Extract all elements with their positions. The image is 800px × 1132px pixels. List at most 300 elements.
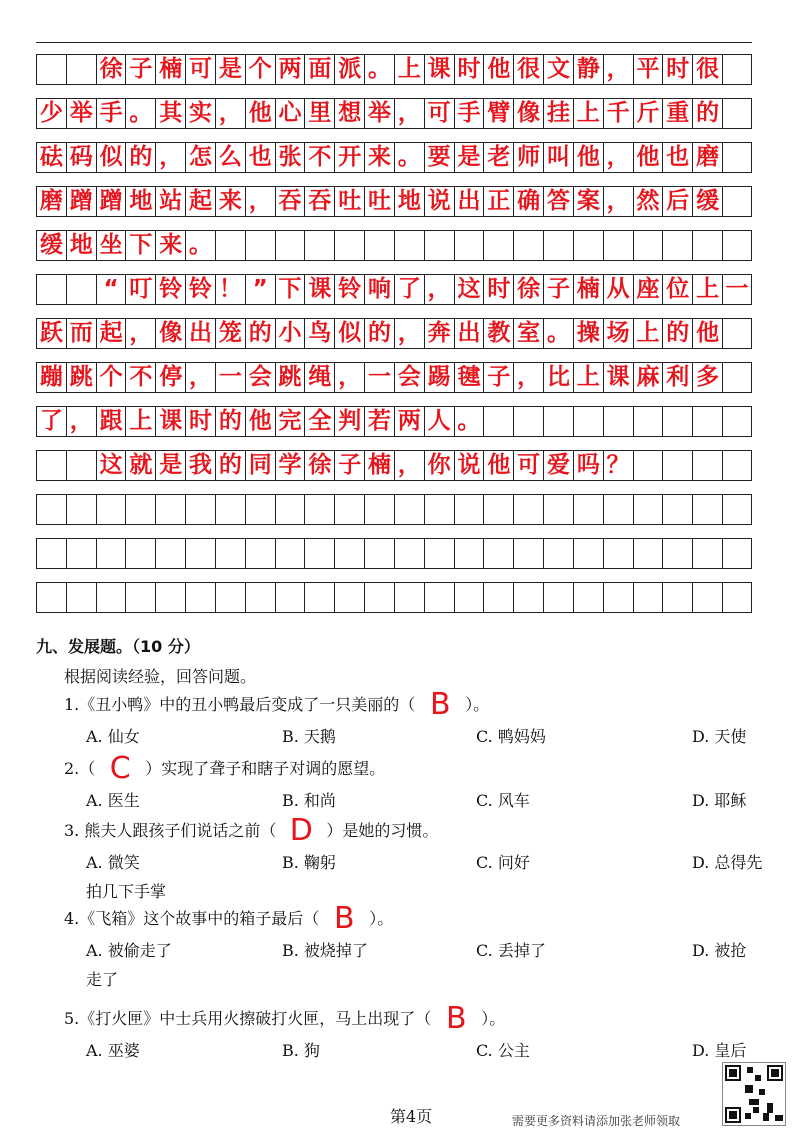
grid-cell bbox=[394, 582, 424, 613]
qr-module bbox=[771, 1069, 779, 1077]
grid-cell: ， bbox=[394, 318, 424, 349]
grid-cell: 说 bbox=[454, 450, 484, 481]
grid-cell bbox=[633, 230, 663, 261]
grid-cell: 笼 bbox=[215, 318, 245, 349]
grid-cell: 后 bbox=[662, 186, 692, 217]
grid-row bbox=[36, 450, 752, 481]
grid-cell bbox=[275, 538, 305, 569]
grid-cell: 蹭 bbox=[66, 186, 96, 217]
grid-cell bbox=[125, 494, 155, 525]
grid-cell bbox=[334, 582, 364, 613]
grid-cell: 麻 bbox=[633, 362, 663, 393]
grid-cell: 是 bbox=[454, 142, 484, 173]
grid-cell bbox=[543, 582, 573, 613]
grid-cell bbox=[573, 406, 603, 437]
grid-cell: 位 bbox=[662, 274, 692, 305]
grid-cell bbox=[155, 494, 185, 525]
grid-cell: 学 bbox=[275, 450, 305, 481]
answer-option: C. 问好 bbox=[476, 853, 530, 872]
grid-cell bbox=[722, 538, 752, 569]
grid-cell: 子 bbox=[334, 450, 364, 481]
qr-module bbox=[775, 1115, 783, 1121]
grid-cell bbox=[543, 538, 573, 569]
question-text-end: ）。 bbox=[481, 1009, 506, 1028]
answer-option: D. 总得先 bbox=[692, 853, 763, 872]
answer-option: B. 被烧掉了 bbox=[282, 941, 368, 960]
section-title: 九、发展题。（10 分） bbox=[36, 637, 200, 656]
grid-cell: 下 bbox=[275, 274, 305, 305]
grid-cell: ， bbox=[603, 142, 633, 173]
grid-cell bbox=[454, 582, 484, 613]
grid-cell: ！ bbox=[215, 274, 245, 305]
grid-cell: 么 bbox=[215, 142, 245, 173]
grid-cell bbox=[603, 494, 633, 525]
grid-cell bbox=[633, 494, 663, 525]
grid-cell: 两 bbox=[275, 54, 305, 85]
grid-cell: 时 bbox=[662, 54, 692, 85]
grid-cell: ， bbox=[513, 362, 543, 393]
question-stem bbox=[64, 687, 490, 722]
grid-cell: 这 bbox=[454, 274, 484, 305]
grid-cell: 一 bbox=[722, 274, 752, 305]
grid-cell bbox=[454, 538, 484, 569]
grid-cell: 课 bbox=[155, 406, 185, 437]
qr-module bbox=[729, 1111, 737, 1119]
grid-cell: 利 bbox=[662, 362, 692, 393]
grid-cell: 其 bbox=[155, 98, 185, 129]
grid-cell bbox=[603, 538, 633, 569]
footer-note: 需要更多资料请添加张老师领取 bbox=[512, 1114, 681, 1128]
grid-cell bbox=[692, 494, 722, 525]
grid-cell bbox=[513, 406, 543, 437]
grid-cell: 想 bbox=[334, 98, 364, 129]
answer-option: B. 天鹅 bbox=[282, 727, 336, 746]
grid-cell bbox=[245, 538, 275, 569]
question-stem bbox=[64, 1001, 506, 1036]
grid-cell: ， bbox=[424, 274, 454, 305]
question-text: 2.（ bbox=[64, 759, 96, 778]
grid-cell bbox=[334, 230, 364, 261]
grid-cell bbox=[215, 538, 245, 569]
grid-cell: 跟 bbox=[96, 406, 126, 437]
grid-cell bbox=[633, 582, 663, 613]
qr-module bbox=[755, 1075, 761, 1081]
grid-cell: 铃 bbox=[155, 274, 185, 305]
grid-cell: 他 bbox=[245, 406, 275, 437]
qr-module bbox=[763, 1113, 769, 1121]
grid-cell: 他 bbox=[245, 98, 275, 129]
grid-cell: 挂 bbox=[543, 98, 573, 129]
grid-cell bbox=[334, 538, 364, 569]
grid-cell: 室 bbox=[513, 318, 543, 349]
grid-cell: ， bbox=[215, 98, 245, 129]
question-stem bbox=[64, 751, 386, 786]
grid-cell bbox=[364, 230, 394, 261]
grid-cell: ” bbox=[245, 274, 275, 305]
grid-cell: 判 bbox=[334, 406, 364, 437]
grid-cell: 徐 bbox=[96, 54, 126, 85]
grid-cell bbox=[424, 230, 454, 261]
answer-option-continued: 走了 bbox=[86, 970, 119, 989]
grid-cell bbox=[36, 54, 66, 85]
grid-cell: 比 bbox=[543, 362, 573, 393]
qr-module bbox=[745, 1085, 753, 1093]
grid-cell: 楠 bbox=[155, 54, 185, 85]
grid-cell: 的 bbox=[662, 318, 692, 349]
grid-cell: 小 bbox=[275, 318, 305, 349]
grid-cell: 时 bbox=[185, 406, 215, 437]
grid-cell: 他 bbox=[483, 54, 513, 85]
grid-cell: 个 bbox=[245, 54, 275, 85]
grid-cell: 像 bbox=[513, 98, 543, 129]
grid-cell: 他 bbox=[692, 318, 722, 349]
grid-cell bbox=[603, 406, 633, 437]
grid-cell bbox=[692, 230, 722, 261]
grid-cell: 徐 bbox=[304, 450, 334, 481]
grid-cell: 就 bbox=[125, 450, 155, 481]
grid-cell: 了 bbox=[36, 406, 66, 437]
grid-cell bbox=[36, 450, 66, 481]
grid-cell: 磨 bbox=[36, 186, 66, 217]
grid-cell bbox=[662, 450, 692, 481]
grid-cell: ， bbox=[394, 98, 424, 129]
grid-cell: 爱 bbox=[543, 450, 573, 481]
grid-cell: ， bbox=[125, 318, 155, 349]
grid-cell: 多 bbox=[692, 362, 722, 393]
grid-cell: 面 bbox=[304, 54, 334, 85]
grid-cell: 我 bbox=[185, 450, 215, 481]
grid-cell: ， bbox=[334, 362, 364, 393]
grid-cell: 叮 bbox=[125, 274, 155, 305]
grid-cell bbox=[185, 494, 215, 525]
question-text-end: ）实现了聋子和瞎子对调的愿望。 bbox=[145, 759, 386, 778]
grid-cell: 也 bbox=[245, 142, 275, 173]
grid-cell: 起 bbox=[185, 186, 215, 217]
grid-cell: ， bbox=[155, 142, 185, 173]
grid-cell bbox=[692, 406, 722, 437]
grid-cell bbox=[573, 230, 603, 261]
grid-cell bbox=[215, 494, 245, 525]
grid-cell bbox=[722, 54, 752, 85]
grid-cell: 绳 bbox=[304, 362, 334, 393]
grid-cell: 实 bbox=[185, 98, 215, 129]
grid-cell: 奔 bbox=[424, 318, 454, 349]
grid-cell: 。 bbox=[543, 318, 573, 349]
grid-cell: 像 bbox=[155, 318, 185, 349]
grid-cell bbox=[633, 450, 663, 481]
grid-cell: “ bbox=[96, 274, 126, 305]
grid-cell: 楠 bbox=[364, 450, 394, 481]
grid-cell bbox=[662, 494, 692, 525]
answer-option: D. 天使 bbox=[692, 727, 747, 746]
grid-cell: 码 bbox=[66, 142, 96, 173]
grid-cell: 确 bbox=[513, 186, 543, 217]
grid-cell: 跳 bbox=[275, 362, 305, 393]
answer-option: C. 风车 bbox=[476, 791, 530, 810]
grid-cell: 来 bbox=[155, 230, 185, 261]
grid-cell: 下 bbox=[125, 230, 155, 261]
page-number: 第4页 bbox=[390, 1107, 433, 1126]
grid-cell bbox=[483, 494, 513, 525]
qr-module bbox=[753, 1107, 759, 1113]
grid-cell: 很 bbox=[692, 54, 722, 85]
grid-cell: 张 bbox=[275, 142, 305, 173]
question-text: 5.《打火匣》中士兵用火擦破打火匣，马上出现了（ bbox=[64, 1009, 432, 1028]
grid-cell: 吞 bbox=[304, 186, 334, 217]
grid-cell: 磨 bbox=[692, 142, 722, 173]
grid-cell: ， bbox=[66, 406, 96, 437]
grid-cell bbox=[66, 582, 96, 613]
grid-cell: 会 bbox=[245, 362, 275, 393]
question-text: 1.《丑小鸭》中的丑小鸭最后变成了一只美丽的（ bbox=[64, 695, 416, 714]
grid-cell: 踢 bbox=[424, 362, 454, 393]
grid-cell: 也 bbox=[662, 142, 692, 173]
grid-cell bbox=[36, 274, 66, 305]
grid-cell: 平 bbox=[633, 54, 663, 85]
grid-cell bbox=[722, 450, 752, 481]
grid-cell: 手 bbox=[454, 98, 484, 129]
grid-cell: 上 bbox=[394, 54, 424, 85]
grid-cell: 的 bbox=[692, 98, 722, 129]
grid-cell: 案 bbox=[573, 186, 603, 217]
grid-cell bbox=[96, 582, 126, 613]
answer-option: A. 微笑 bbox=[86, 853, 140, 872]
grid-cell bbox=[513, 494, 543, 525]
grid-cell: 毽 bbox=[454, 362, 484, 393]
grid-cell: 的 bbox=[215, 450, 245, 481]
grid-cell bbox=[394, 230, 424, 261]
grid-cell: 出 bbox=[185, 318, 215, 349]
grid-cell: 斤 bbox=[633, 98, 663, 129]
answer-option: A. 医生 bbox=[86, 791, 140, 810]
grid-cell: 会 bbox=[394, 362, 424, 393]
handwritten-answer: B bbox=[333, 901, 355, 936]
grid-cell: ， bbox=[185, 362, 215, 393]
grid-cell bbox=[125, 538, 155, 569]
qr-module bbox=[749, 1099, 759, 1105]
qr-code bbox=[722, 1062, 786, 1126]
grid-cell bbox=[662, 582, 692, 613]
answer-option: D. 皇后 bbox=[692, 1041, 747, 1060]
grid-cell: 老 bbox=[483, 142, 513, 173]
grid-cell: 来 bbox=[215, 186, 245, 217]
grid-cell: 不 bbox=[125, 362, 155, 393]
question-text: 4.《飞箱》这个故事中的箱子最后（ bbox=[64, 909, 320, 928]
grid-cell bbox=[722, 186, 752, 217]
grid-cell: 出 bbox=[454, 186, 484, 217]
grid-cell: 派 bbox=[334, 54, 364, 85]
grid-cell bbox=[483, 230, 513, 261]
grid-cell: 他 bbox=[573, 142, 603, 173]
answer-option: C. 丢掉了 bbox=[476, 941, 546, 960]
grid-cell: 上 bbox=[573, 98, 603, 129]
grid-cell: 缓 bbox=[692, 186, 722, 217]
grid-cell: 是 bbox=[155, 450, 185, 481]
qr-module bbox=[767, 1103, 773, 1113]
handwritten-answer: B bbox=[445, 1001, 467, 1036]
grid-cell: 不 bbox=[304, 142, 334, 173]
answer-option-continued: 拍几下手掌 bbox=[86, 882, 167, 901]
grid-cell: 师 bbox=[513, 142, 543, 173]
grid-cell: 千 bbox=[603, 98, 633, 129]
grid-cell: 少 bbox=[36, 98, 66, 129]
grid-cell: 若 bbox=[364, 406, 394, 437]
answer-option: C. 公主 bbox=[476, 1041, 530, 1060]
grid-cell bbox=[245, 582, 275, 613]
grid-cell: 的 bbox=[245, 318, 275, 349]
handwritten-answer: C bbox=[109, 751, 131, 786]
grid-cell: 吗 bbox=[573, 450, 603, 481]
grid-cell bbox=[513, 230, 543, 261]
grid-cell: 时 bbox=[454, 54, 484, 85]
grid-cell bbox=[125, 582, 155, 613]
grid-cell bbox=[543, 406, 573, 437]
grid-cell bbox=[66, 54, 96, 85]
grid-cell bbox=[304, 494, 334, 525]
grid-cell: 开 bbox=[334, 142, 364, 173]
grid-cell bbox=[543, 494, 573, 525]
grid-cell bbox=[692, 450, 722, 481]
grid-cell: 地 bbox=[394, 186, 424, 217]
grid-cell: 手 bbox=[96, 98, 126, 129]
grid-cell: 场 bbox=[603, 318, 633, 349]
grid-cell: 。 bbox=[125, 98, 155, 129]
grid-cell: 鸟 bbox=[304, 318, 334, 349]
grid-cell: 两 bbox=[394, 406, 424, 437]
grid-cell bbox=[304, 538, 334, 569]
grid-cell: 你 bbox=[424, 450, 454, 481]
grid-cell: 吐 bbox=[364, 186, 394, 217]
grid-cell: 响 bbox=[364, 274, 394, 305]
grid-cell: 上 bbox=[573, 362, 603, 393]
answer-option: A. 被偷走了 bbox=[86, 941, 172, 960]
handwritten-answer: B bbox=[429, 687, 451, 722]
grid-cell bbox=[662, 230, 692, 261]
grid-cell: 座 bbox=[633, 274, 663, 305]
grid-cell bbox=[483, 538, 513, 569]
grid-cell bbox=[304, 582, 334, 613]
grid-cell bbox=[275, 582, 305, 613]
grid-cell bbox=[722, 230, 752, 261]
grid-cell bbox=[155, 582, 185, 613]
answer-option: C. 鸭妈妈 bbox=[476, 727, 546, 746]
grid-cell: 一 bbox=[364, 362, 394, 393]
grid-cell bbox=[513, 538, 543, 569]
grid-cell bbox=[155, 538, 185, 569]
grid-cell bbox=[66, 274, 96, 305]
qr-module bbox=[729, 1069, 737, 1077]
grid-cell bbox=[633, 406, 663, 437]
grid-cell bbox=[603, 230, 633, 261]
grid-cell: 出 bbox=[454, 318, 484, 349]
grid-cell: 课 bbox=[304, 274, 334, 305]
grid-row bbox=[36, 230, 752, 261]
question-text-end: ）。 bbox=[465, 695, 490, 714]
grid-cell: 子 bbox=[543, 274, 573, 305]
grid-cell bbox=[364, 538, 394, 569]
grid-cell: 心 bbox=[275, 98, 305, 129]
grid-cell bbox=[513, 582, 543, 613]
question-text-end: ）。 bbox=[369, 909, 394, 928]
grid-cell bbox=[394, 494, 424, 525]
grid-cell: 答 bbox=[543, 186, 573, 217]
grid-cell: 上 bbox=[633, 318, 663, 349]
grid-cell: 子 bbox=[125, 54, 155, 85]
grid-cell bbox=[36, 494, 66, 525]
grid-cell: 完 bbox=[275, 406, 305, 437]
grid-cell: 举 bbox=[66, 98, 96, 129]
grid-cell: 说 bbox=[424, 186, 454, 217]
grid-cell bbox=[96, 538, 126, 569]
grid-cell: 很 bbox=[513, 54, 543, 85]
question-text-end: ）是她的习惯。 bbox=[326, 821, 439, 840]
grid-row bbox=[36, 538, 752, 569]
grid-row bbox=[36, 494, 752, 525]
grid-cell: 操 bbox=[573, 318, 603, 349]
grid-cell bbox=[573, 582, 603, 613]
grid-cell: 他 bbox=[633, 142, 663, 173]
answer-option: B. 和尚 bbox=[282, 791, 336, 810]
answer-option: A. 仙女 bbox=[86, 727, 140, 746]
grid-cell bbox=[36, 582, 66, 613]
grid-cell bbox=[573, 538, 603, 569]
grid-cell: 静 bbox=[573, 54, 603, 85]
grid-top-border bbox=[36, 42, 752, 43]
qr-module bbox=[745, 1113, 751, 1119]
grid-cell bbox=[96, 494, 126, 525]
grid-cell: 而 bbox=[66, 318, 96, 349]
grid-cell: 铃 bbox=[185, 274, 215, 305]
grid-cell bbox=[215, 230, 245, 261]
grid-cell: 站 bbox=[155, 186, 185, 217]
grid-cell: 教 bbox=[483, 318, 513, 349]
grid-row bbox=[36, 98, 752, 129]
grid-cell: 臂 bbox=[483, 98, 513, 129]
grid-cell bbox=[185, 582, 215, 613]
grid-cell bbox=[66, 538, 96, 569]
grid-cell: ， bbox=[603, 186, 633, 217]
question-stem bbox=[64, 901, 394, 936]
grid-cell bbox=[483, 582, 513, 613]
grid-cell: 课 bbox=[424, 54, 454, 85]
grid-cell: 时 bbox=[483, 274, 513, 305]
grid-row bbox=[36, 318, 752, 349]
grid-cell bbox=[722, 98, 752, 129]
grid-cell: 。 bbox=[394, 142, 424, 173]
grid-cell: 缓 bbox=[36, 230, 66, 261]
grid-cell: 跳 bbox=[66, 362, 96, 393]
grid-cell bbox=[692, 582, 722, 613]
grid-cell: 可 bbox=[424, 98, 454, 129]
qr-module bbox=[759, 1089, 765, 1095]
grid-cell: 地 bbox=[125, 186, 155, 217]
grid-cell: 蹭 bbox=[96, 186, 126, 217]
answer-option: D. 耶稣 bbox=[692, 791, 747, 810]
grid-cell bbox=[603, 582, 633, 613]
grid-cell: 蹦 bbox=[36, 362, 66, 393]
grid-cell bbox=[483, 406, 513, 437]
grid-cell: 文 bbox=[543, 54, 573, 85]
grid-cell: 重 bbox=[662, 98, 692, 129]
answer-option: A. 巫婆 bbox=[86, 1041, 140, 1060]
grid-cell bbox=[424, 494, 454, 525]
question-text: 3. 熊夫人跟孩子们说话之前（ bbox=[64, 821, 277, 840]
grid-cell bbox=[543, 230, 573, 261]
grid-cell bbox=[66, 450, 96, 481]
grid-cell bbox=[722, 494, 752, 525]
grid-cell: 起 bbox=[96, 318, 126, 349]
grid-cell bbox=[692, 538, 722, 569]
